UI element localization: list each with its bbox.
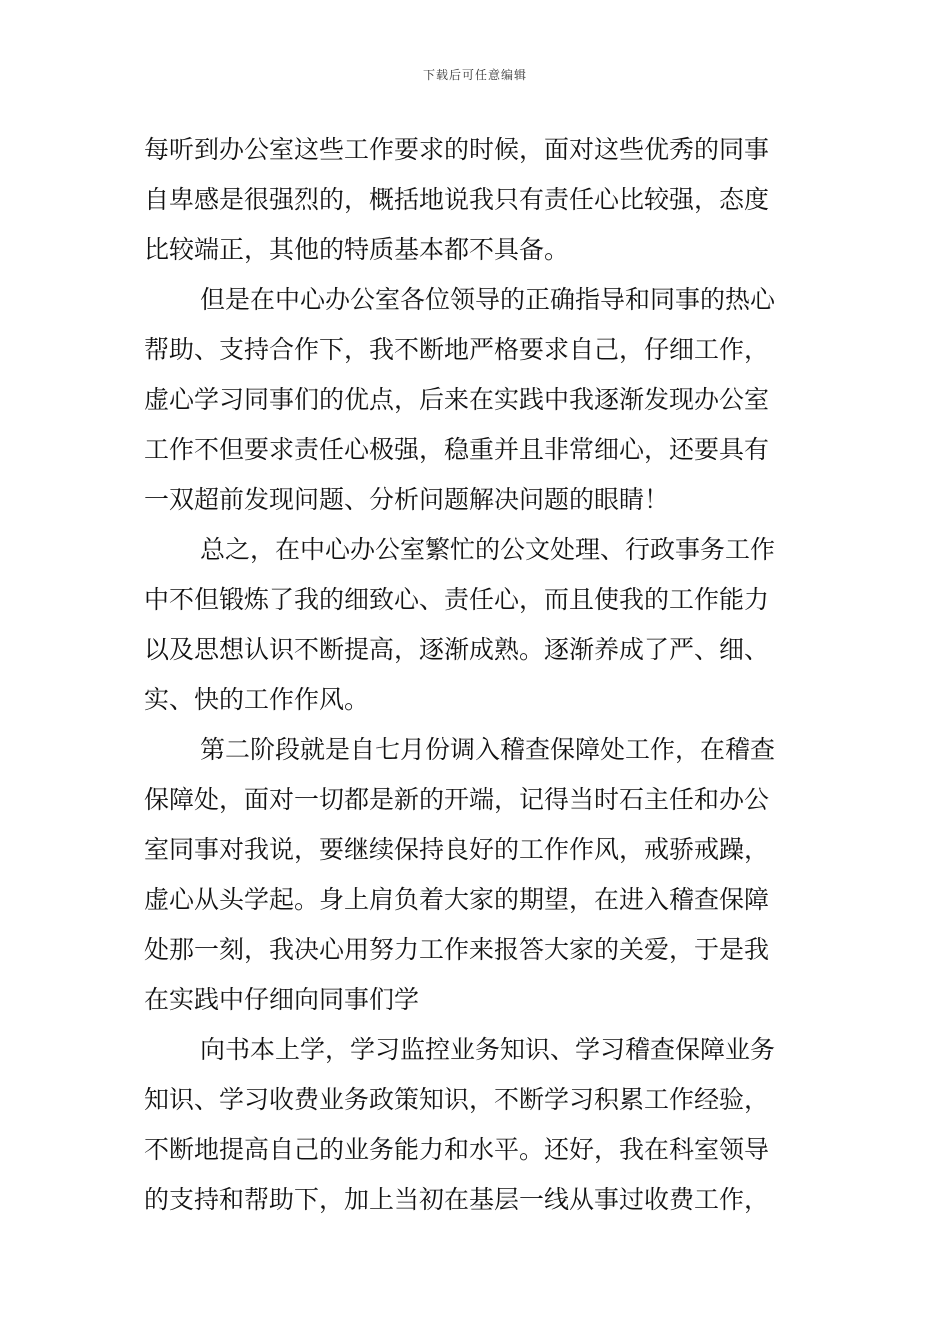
paragraph-start-line: 总之，在中心办公室繁忙的公文处理、行政事务工作 (200, 535, 776, 564)
paragraph-start-line: 但是在中心办公室各位领导的正确指导和同事的热心 (200, 285, 776, 314)
text-line: 每听到办公室这些工作要求的时候，面对这些优秀的同事 (144, 135, 770, 164)
document-body (144, 125, 808, 1225)
text-line: 的支持和帮助下，加上当初在基层一线从事过收费工作， (144, 1185, 770, 1214)
text-line: 室同事对我说，要继续保持良好的工作作风，戒骄戒躁， (144, 835, 770, 864)
text-line: 在实践中仔细向同事们学 (144, 985, 420, 1014)
text-line: 中不但锻炼了我的细致心、责任心，而且使我的工作能力 (144, 585, 770, 614)
text-line: 工作不但要求责任心极强，稳重并且非常细心，还要具有 (144, 435, 770, 464)
text-line: 处那一刻，我决心用努力工作来报答大家的关爱，于是我 (144, 935, 770, 964)
text-line: 一双超前发现问题、分析问题解决问题的眼睛！ (144, 485, 670, 514)
text-line: 保障处，面对一切都是新的开端，记得当时石主任和办公 (144, 785, 770, 814)
text-line: 比较端正，其他的特质基本都不具备。 (144, 235, 570, 264)
text-line: 实、快的工作作风。 (144, 685, 370, 714)
text-line: 虚心从头学起。身上肩负着大家的期望，在进入稽查保障 (144, 885, 770, 914)
paragraph-start-line: 向书本上学，学习监控业务知识、学习稽查保障业务 (200, 1035, 776, 1064)
text-line: 不断地提高自己的业务能力和水平。还好，我在科室领导 (144, 1135, 770, 1164)
text-line: 虚心学习同事们的优点，后来在实践中我逐渐发现办公室 (144, 385, 770, 414)
paragraph-start-line: 第二阶段就是自七月份调入稽查保障处工作，在稽查 (200, 735, 776, 764)
page-header: 下载后可任意编辑 (422, 68, 527, 82)
text-line: 以及思想认识不断提高，逐渐成熟。逐渐养成了严、细、 (144, 635, 770, 664)
text-line: 知识、学习收费业务政策知识，不断学习积累工作经验， (144, 1085, 770, 1114)
text-line: 自卑感是很强烈的，概括地说我只有责任心比较强，态度 (144, 185, 770, 214)
text-line: 帮助、支持合作下，我不断地严格要求自己，仔细工作， (144, 335, 770, 364)
